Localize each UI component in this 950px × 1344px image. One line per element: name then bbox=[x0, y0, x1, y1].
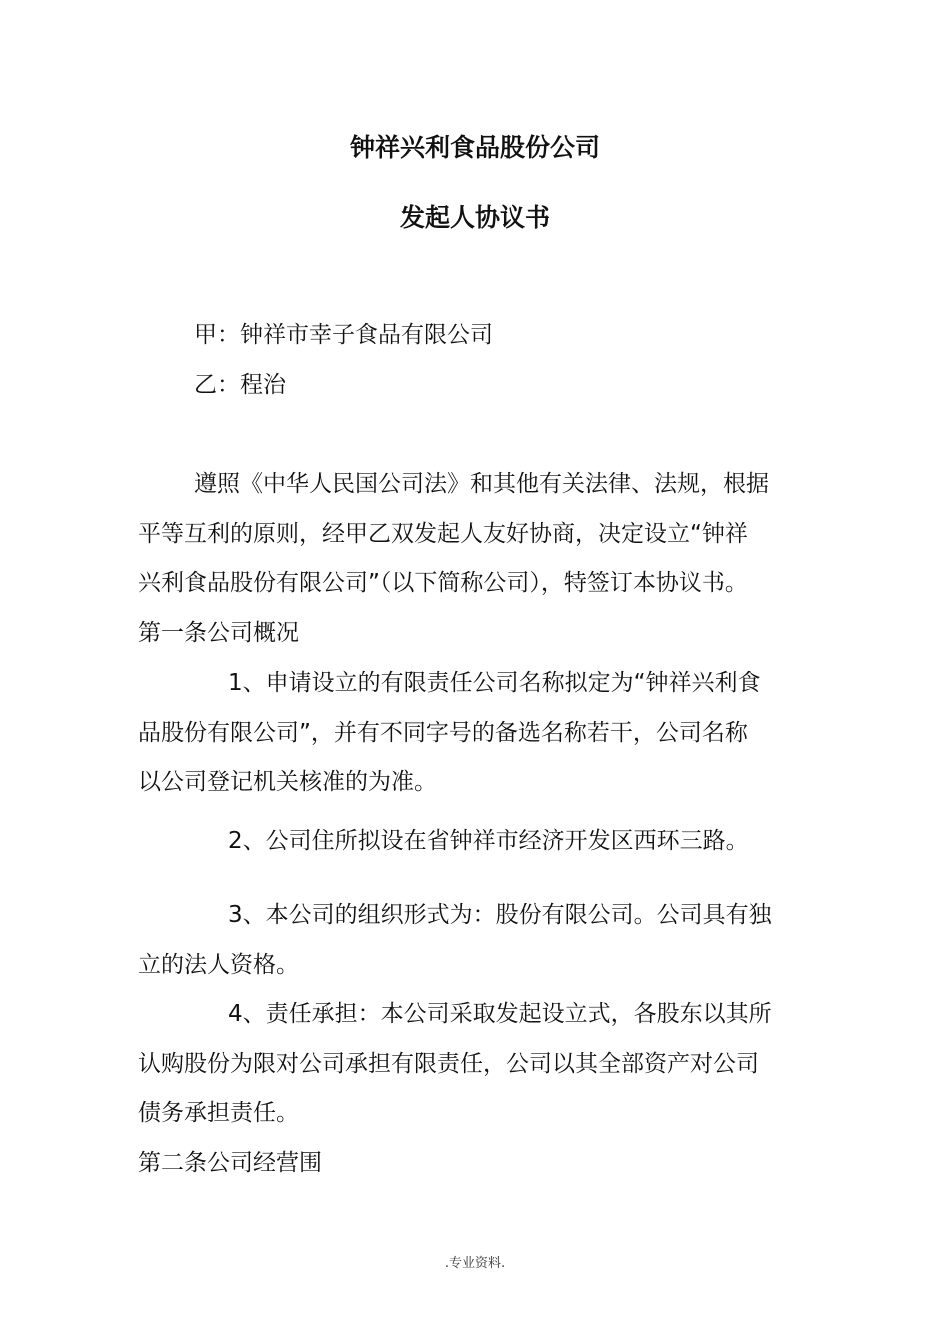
page-footer: .专业资料. bbox=[444, 1256, 506, 1271]
clause-1-line: 品股份有限公司”，并有不同字号的备选名称若干，公司名称 bbox=[138, 720, 748, 746]
clause-1-line: 1、申请设立的有限责任公司名称拟定为“钟祥兴利食 bbox=[228, 670, 761, 696]
clause-4-line: 4、责任承担：本公司采取发起设立式，各股东以其所 bbox=[228, 1001, 772, 1027]
clause-4-line: 认购股份为限对公司承担有限责任，公司以其全部资产对公司 bbox=[138, 1051, 759, 1077]
preamble-line: 遵照《中华人民国公司法》和其他有关法律、法规，根据 bbox=[194, 471, 769, 497]
article-2-heading: 第二条公司经营围 bbox=[138, 1150, 322, 1176]
clause-3-line: 3、本公司的组织形式为：股份有限公司。公司具有独 bbox=[228, 902, 772, 928]
clause-4-line: 债务承担责任。 bbox=[138, 1100, 299, 1126]
article-1-heading: 第一条公司概况 bbox=[138, 620, 299, 646]
party-a: 甲：钟祥市幸子食品有限公司 bbox=[194, 322, 493, 348]
clause-2: 2、公司住所拟设在省钟祥市经济开发区西环三路。 bbox=[228, 828, 749, 854]
preamble-line: 平等互利的原则，经甲乙双发起人友好协商，决定设立“钟祥 bbox=[138, 521, 748, 547]
clause-1-line: 以公司登记机关核准的为准。 bbox=[138, 769, 437, 795]
preamble-line: 兴利食品股份有限公司”（以下简称公司），特签订本协议书。 bbox=[138, 570, 748, 596]
document-title: 钟祥兴利食品股份公司 bbox=[349, 133, 600, 162]
clause-3-line: 立的法人资格。 bbox=[138, 952, 299, 978]
party-b: 乙：程治 bbox=[194, 372, 286, 398]
document-subtitle: 发起人协议书 bbox=[399, 203, 550, 232]
